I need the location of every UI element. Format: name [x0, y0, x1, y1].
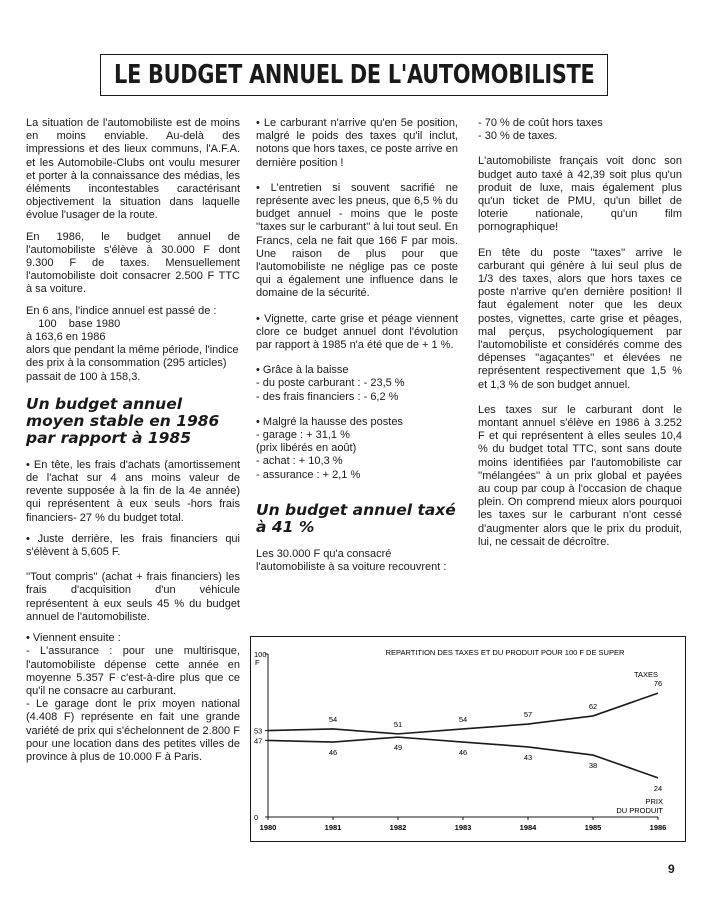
title-box: [100, 54, 608, 96]
index-1986-line: à 163,6 en 1986: [26, 331, 106, 344]
data-label: 54: [328, 714, 338, 724]
decrease-financial: - des frais financiers : - 6,2 %: [256, 390, 399, 403]
column-2: [256, 117, 458, 582]
column-1: [26, 117, 240, 772]
series-name-taxes: TAXES: [633, 670, 658, 680]
split-cost: - 70 % de coût hors taxes: [478, 117, 603, 129]
index-rest: alors que pendant la même période, l'indice des prix à la consommation (295 articles) passait de 100 à 158,3.: [26, 344, 239, 383]
data-label: 49: [393, 743, 403, 753]
series-line-prix-du-produit: [268, 737, 658, 778]
data-label: 76: [653, 679, 663, 689]
y-tick-label: 47: [254, 736, 263, 746]
acquisition-costs-paragraph: ''Tout compris'' (achat + frais financiers) les frais d'acquisition d'un véhicule représentent à eux seuls 45 % du budget annuel de l'automobiliste.: [26, 571, 240, 623]
data-label: 62: [588, 701, 598, 711]
fuel-paragraph: • Le carburant n'arrive qu'en 5e position, malgré le poids des taxes qu'il inclut, notons que hors taxes, ce poste arrive en dernière position !: [256, 117, 458, 169]
data-label: 54: [458, 714, 468, 724]
data-label: 51: [393, 719, 403, 729]
vignette-paragraph: • Vignette, carte grise et péage viennent clore ce budget annuel dont l'évolution par rapport à 1985 n'a été que de + 1 %.: [256, 312, 458, 352]
x-tick-label: 1982: [389, 823, 407, 832]
fuel-taxes-paragraph: Les taxes sur le carburant dont le montant annuel s'élève en 1986 à 3.252 F et qui représentent à elles seules 10,4 % du budget total TTC, sont sans doute moins identifiées par l'automobiliste car ''mélangées'' à un prix global et payées au coup par coup à l'occasion de chaque plein. On comprend mieux alors pourquoi les taxes sur le carburant n'ont cessé d'augmenter alors que le prix du produit, lui, ne cessait de décroître.: [478, 403, 682, 548]
increase-garage: - garage : + 31,1 %: [256, 429, 350, 442]
increase-intro: • Malgré la hausse des postes: [256, 415, 403, 428]
data-label: 38: [588, 761, 598, 771]
data-label: 24: [653, 783, 663, 793]
y-tick-label: 100: [254, 650, 267, 659]
maintenance-paragraph: • L'entretien si souvent sacrifié ne représente avec les pneus, que 6,5 % du budget annuel - moins que le poste ''taxes sur le carburant'' à lui tout seul. En Francs, cela ne fait que 166 F par mois. Une raison de plus pour que l'automobiliste ne néglige pas ce poste qui a également une influence dans le domaine de la sécurité.: [256, 181, 458, 300]
data-label: 46: [328, 748, 338, 758]
decrease-list: [256, 364, 458, 404]
x-tick-label: 1986: [649, 823, 667, 832]
y-tick-label: 0: [254, 813, 259, 822]
x-tick-label: 1981: [324, 823, 342, 832]
data-label: 57: [523, 710, 533, 720]
decrease-intro: • Grâce à la baisse: [256, 364, 349, 377]
section-heading-stable-budget: Un budget annuel moyen stable en 1986 par rapport à 1985: [26, 394, 220, 447]
x-tick-label: 1984: [519, 823, 537, 832]
garage-text: - Le garage dont le prix moyen national (4.408 F) représente en fait une grande variété de prix qui s'échelonnent de 2.800 F pour une location dans des petites villes de province à plus de 10.000 F à Paris.: [26, 698, 240, 763]
intro-paragraph: La situation de l'automobiliste est de moins en moins enviable. Au-delà des impressions et des lieux communs, l'A.F.A. et les Automobile-Clubs ont voulu mesurer et porter à la connaissance des médias, les éléments incontestables caractérisant objectivement la situation dans laquelle évolue l'usager de la route.: [26, 117, 240, 222]
chart-box: [250, 636, 686, 842]
taxed-luxury-paragraph: L'automobiliste français voit donc son budget auto taxé à 42,39 soit plus qu'un produit de luxe, mais également plus qu'un ticket de PMU, qu'un billet de loterie nationale, qu'un film pornographique!: [478, 155, 682, 234]
index-intro: En 6 ans, l'indice annuel est passé de :: [26, 304, 217, 317]
x-tick-label: 1985: [584, 823, 602, 832]
increase-purchase: - achat : + 10,3 %: [256, 455, 343, 468]
increase-note: (prix libérés en août): [256, 442, 357, 455]
other-costs-intro: • Viennent ensuite :: [26, 632, 121, 645]
y-tick-label: 53: [254, 726, 263, 736]
series-line-taxes: [268, 693, 658, 734]
other-costs-paragraph: [26, 632, 240, 764]
page-title: LE BUDGET ANNUEL DE L'AUTOMOBILISTE: [113, 60, 595, 90]
index-paragraph: [26, 305, 240, 384]
chart-title: REPARTITION DES TAXES ET DU PRODUIT POUR 100 F DE SUPER: [385, 648, 625, 657]
column-3: [478, 117, 682, 557]
decrease-fuel: - du poste carburant : - 23,5 %: [256, 377, 405, 390]
series-name-prix-du-produit: DU PRODUIT: [616, 805, 663, 815]
y-axis-unit: F: [255, 658, 260, 667]
increase-list: [256, 416, 458, 482]
x-tick-label: 1983: [454, 823, 472, 832]
series-name-prix-du-produit: PRIX: [645, 796, 663, 806]
section-heading-taxed-budget: Un budget annuel taxé à 41 %: [256, 500, 456, 536]
purchase-costs-paragraph: • En tête, les frais d'achats (amortissement de l'achat sur 4 ans moins valeur de revente supposée à la fin de la 4e année) qui représentent à eux seuls -hors frais financiers- 27 % du budget total.: [26, 458, 240, 524]
increase-insurance: - assurance : + 2,1 %: [256, 468, 361, 481]
index-base-line: 100 base 1980: [26, 317, 121, 330]
tax-breakdown-paragraph: En tête du poste ''taxes'' arrive le carburant qui génère à lui seul plus de 1/3 des taxes, alors que hors taxes ce poste n'arrive qu'en dernière position! Il faut également noter que les deux postes, vignettes, carte grise et péages, mal perçus, psychologiquement par l'automobiliste et considérés comme des dépenses ''agaçantes'' et élevées ne représentent respectivement que 1,5 % et 1,3 % de son budget annuel.: [478, 246, 682, 391]
coverage-paragraph: Les 30.000 F qu'a consacré l'automobiliste à sa voiture recouvrent :: [256, 547, 447, 574]
budget-1986-paragraph: En 1986, le budget annuel de l'automobiliste s'élève à 30.000 F dont 9.300 F de taxes. Mensuellement l'automobiliste doit consacrer 2.500 F TTC à sa voiture.: [26, 230, 240, 296]
financial-costs-paragraph: • Juste derrière, les frais financiers qui s'élèvent à 5,605 F.: [26, 532, 240, 559]
split-list: [478, 117, 682, 143]
split-taxes: - 30 % de taxes.: [478, 130, 558, 143]
x-tick-label: 1980: [259, 823, 277, 832]
data-label: 46: [458, 748, 468, 758]
insurance-text: - L'assurance : pour une multirisque, l'automobiliste dépense cette année en moyenne 5.357 F c'est-à-dire plus que ce qu'il ne consacre au carburant.: [26, 645, 240, 697]
data-label: 43: [523, 752, 533, 762]
tax-chart: [251, 637, 687, 843]
page-number: 9: [668, 862, 675, 876]
